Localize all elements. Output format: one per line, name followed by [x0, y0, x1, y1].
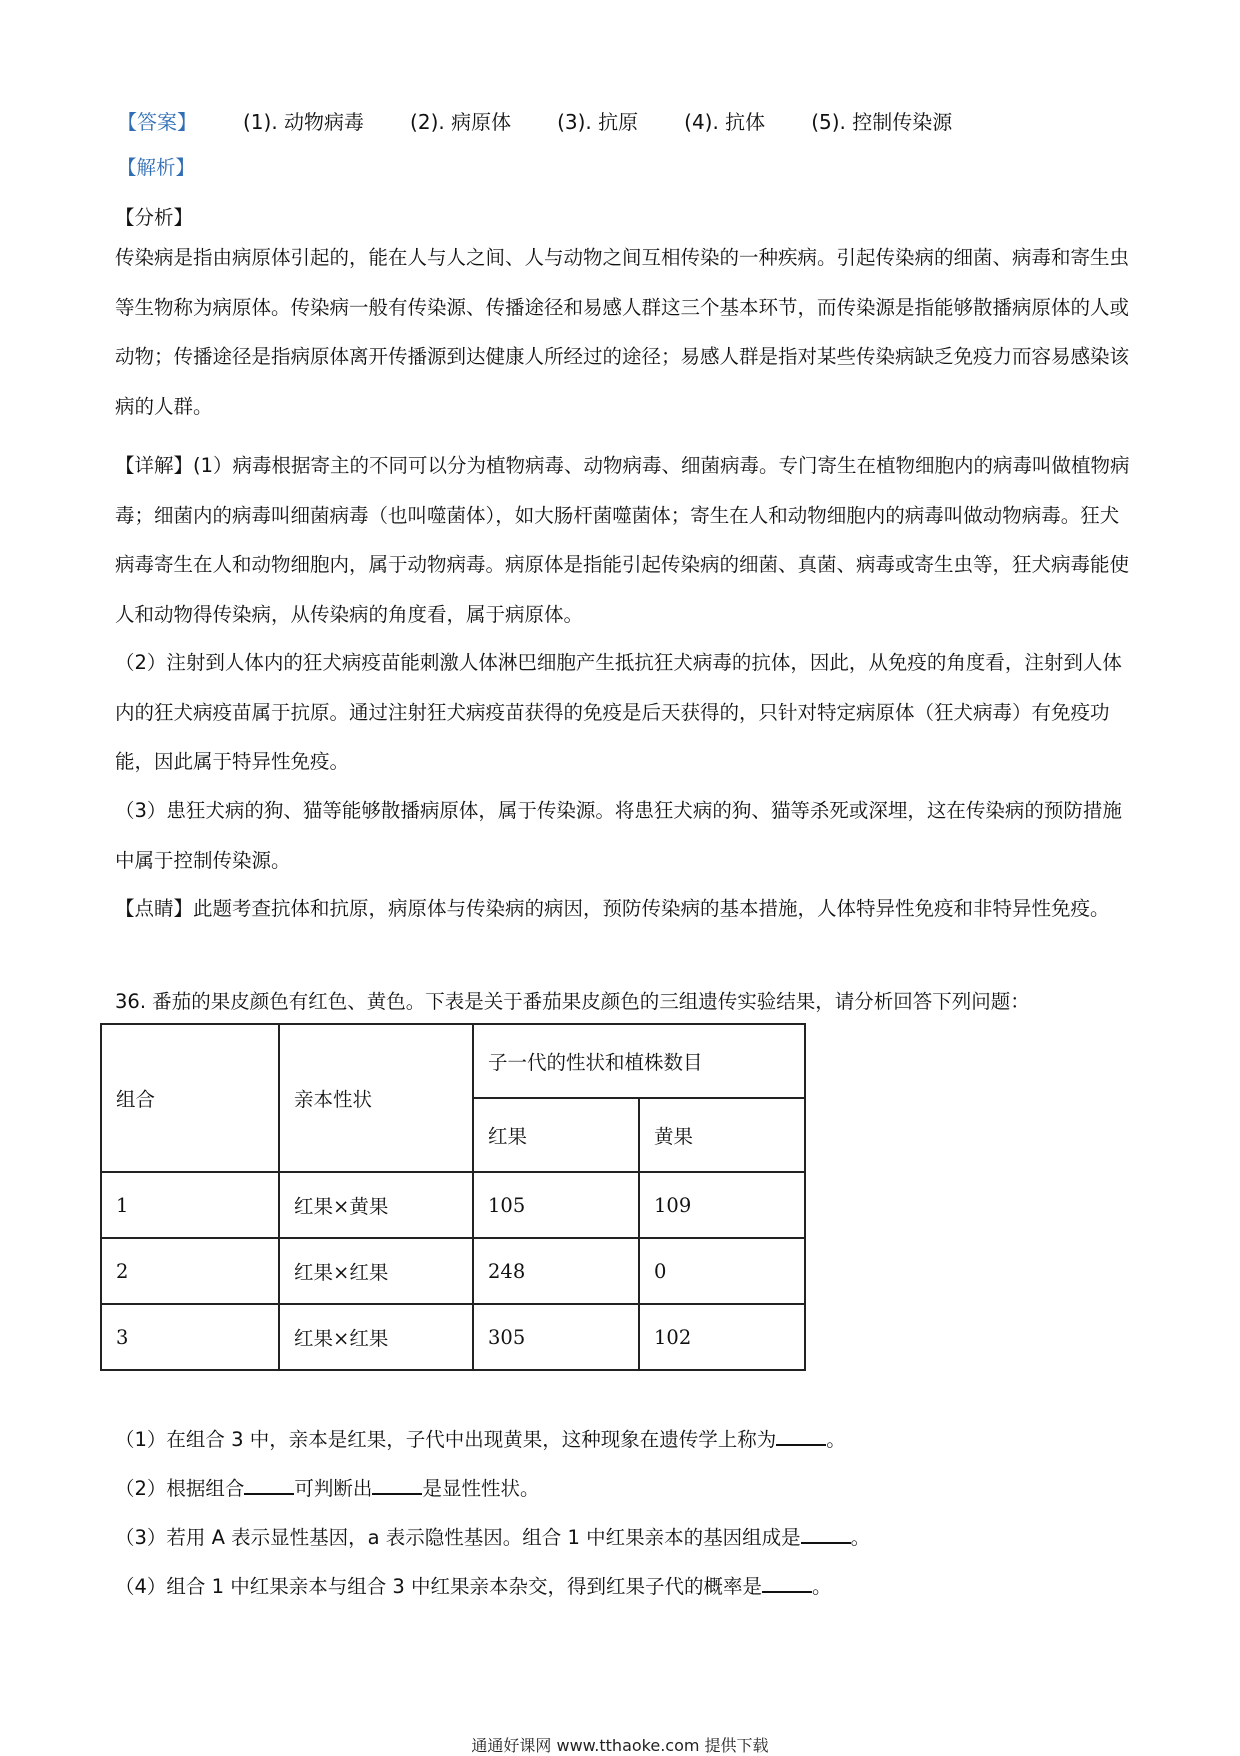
- cell-group: 2: [101, 1238, 279, 1304]
- cell-group: 3: [101, 1304, 279, 1370]
- cell-red: 305: [473, 1304, 639, 1370]
- detail-p1: [115, 441, 1135, 639]
- cell-yellow: 0: [639, 1238, 805, 1304]
- cell-parent: 红果×红果: [279, 1238, 473, 1304]
- subquestion-3-end: 。: [850, 1526, 871, 1549]
- answer-item-5: (5). 控制传染源: [811, 109, 953, 134]
- dianjing-paragraph: [115, 884, 1135, 934]
- analysis-tag: 【解析】: [117, 156, 196, 179]
- table-row: [101, 1238, 805, 1304]
- answer-item-4: (4). 抗体: [684, 109, 766, 134]
- table-row: [101, 1172, 805, 1238]
- table-row: [101, 1304, 805, 1370]
- subquestion-2-text-b: 可判断出: [294, 1477, 373, 1500]
- answer-row: [117, 104, 952, 136]
- cell-red: 248: [473, 1238, 639, 1304]
- page-footer: 通通好课网 www.tthaoke.com 提供下载: [471, 1736, 769, 1755]
- answer-blank[interactable]: [776, 1422, 826, 1446]
- subquestion-4: [115, 1569, 1135, 1601]
- subquestion-2-text-c: 是显性性状。: [422, 1477, 540, 1500]
- detail-p3: （3）患狂犬病的狗、猫等能够散播病原体，属于传染源。将患狂犬病的狗、猫等杀死或深埋，这在传染病的预防措施中属于控制传染源。: [115, 799, 1122, 872]
- answer-tag: 【答案】: [117, 109, 197, 134]
- header-parent: 亲本性状: [279, 1024, 473, 1172]
- header-group: 组合: [101, 1024, 279, 1172]
- subquestion-1-end: 。: [826, 1428, 846, 1451]
- header-red: 红果: [473, 1098, 639, 1172]
- subquestion-1: [115, 1422, 1135, 1454]
- cell-parent: 红果×黄果: [279, 1172, 473, 1238]
- answer-item-1: (1). 动物病毒: [243, 109, 365, 134]
- fenxi-tag: 【分析】: [115, 206, 194, 229]
- detail-tag: 【详解】: [115, 454, 194, 477]
- dianjing-text: 此题考查抗体和抗原，病原体与传染病的病因，预防传染病的基本措施，人体特异性免疫和非特异性免疫。: [193, 897, 1110, 920]
- cell-yellow: 102: [639, 1304, 805, 1370]
- subquestion-3-text: （3）若用 A 表示显性基因，a 表示隐性基因。组合 1 中红果亲本的基因组成是: [115, 1526, 801, 1549]
- cell-group: 1: [101, 1172, 279, 1238]
- detail-p2: （2）注射到人体内的狂犬病疫苗能刺激人体淋巴细胞产生抵抗狂犬病毒的抗体，因此，从免疫的角度看，注射到人体内的狂犬病疫苗属于抗原。通过注射狂犬病疫苗获得的免疫是后天获得的，只针对特定病原体（狂犬病毒）有免疫功能，因此属于特异性免疫。: [115, 651, 1122, 773]
- header-offspring: 子一代的性状和植株数目: [473, 1024, 805, 1098]
- genetics-table: [100, 1023, 806, 1371]
- header-yellow: 黄果: [639, 1098, 805, 1172]
- subquestion-2: [115, 1471, 1135, 1503]
- answer-blank[interactable]: [244, 1471, 294, 1495]
- question36-stem: 36. 番茄的果皮颜色有红色、黄色。下表是关于番茄果皮颜色的三组遗传实验结果，请分析回答下列问题：: [115, 990, 1030, 1013]
- detail-p1-text: (1）病毒根据寄主的不同可以分为植物病毒、动物病毒、细菌病毒。专门寄生在植物细胞内的病毒叫做植物病毒；细菌内的病毒叫细菌病毒（也叫噬菌体），如大肠杆菌噬菌体；寄生在人和动物细胞内的病毒叫做动物病毒。狂犬病毒寄生在人和动物细胞内，属于动物病毒。病原体是指能引起传染病的细菌、真菌、病毒或寄生虫等，狂犬病毒能使人和动物得传染病，从传染病的角度看，属于病原体。: [115, 454, 1130, 626]
- answer-blank[interactable]: [762, 1569, 812, 1593]
- cell-yellow: 109: [639, 1172, 805, 1238]
- subquestion-2-text-a: （2）根据组合: [115, 1477, 245, 1500]
- answer-item-2: (2). 病原体: [410, 109, 512, 134]
- answer-blank[interactable]: [801, 1520, 851, 1544]
- subquestion-4-end: 。: [812, 1575, 832, 1598]
- subquestion-1-text: （1）在组合 3 中，亲本是红果，子代中出现黄果，这种现象在遗传学上称为: [115, 1428, 777, 1451]
- subquestion-4-text: （4）组合 1 中红果亲本与组合 3 中红果亲本杂交，得到红果子代的概率是: [115, 1575, 763, 1598]
- answer-blank[interactable]: [372, 1471, 422, 1495]
- cell-parent: 红果×红果: [279, 1304, 473, 1370]
- subquestion-3: [115, 1520, 1135, 1552]
- fenxi-text: 传染病是指由病原体引起的，能在人与人之间、人与动物之间互相传染的一种疾病。引起传染病的细菌、病毒和寄生虫等生物称为病原体。传染病一般有传染源、传播途径和易感人群这三个基本环节，而传染源是指能够散播病原体的人或动物；传播途径是指病原体离开传播源到达健康人所经过的途径；易感人群是指对某些传染病缺乏免疫力而容易感染该病的人群。: [115, 246, 1130, 418]
- answer-item-3: (3). 抗原: [557, 109, 639, 134]
- cell-red: 105: [473, 1172, 639, 1238]
- dianjing-tag: 【点睛】: [115, 897, 194, 920]
